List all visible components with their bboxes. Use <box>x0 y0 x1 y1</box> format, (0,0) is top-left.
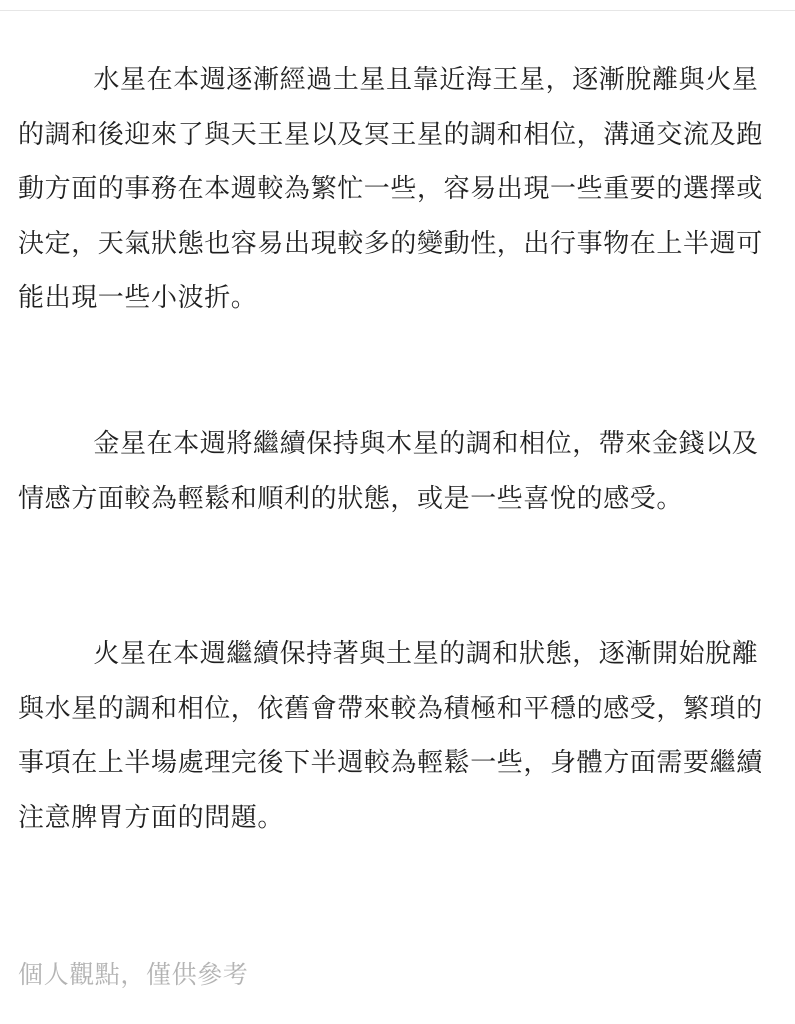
top-divider <box>0 0 795 11</box>
paragraph-mercury: 水星在本週逐漸經過土星且靠近海王星，逐漸脫離與火星的調和後迎來了與天王星以及冥王星的調和相位，溝通交流及跑動方面的事務在本週較為繁忙一些，容易出現一些重要的選擇或決定，天氣狀態也容易出現較多的變動性，出行事物在上半週可能出現一些小波折。 <box>18 65 763 313</box>
paragraph-venus: 金星在本週將繼續保持與木星的調和相位，帶來金錢以及情感方面較為輕鬆和順利的狀態，或是一些喜悅的感受。 <box>18 429 759 514</box>
disclaimer-note: 個人觀點，僅供參考 <box>18 960 249 989</box>
paragraph-mars: 火星在本週繼續保持著與土星的調和狀態，逐漸開始脫離與水星的調和相位，依舊會帶來較為積極和平穩的感受，繁瑣的事項在上半場處理完後下半週較為輕鬆一些，身體方面需要繼續注意脾胃方面的問題。 <box>18 639 763 833</box>
